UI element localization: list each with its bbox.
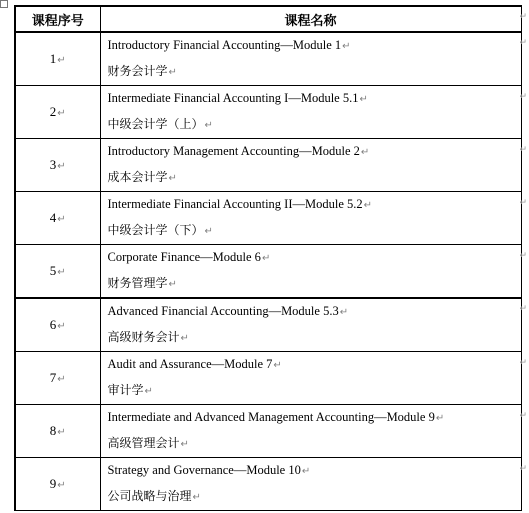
paragraph-mark-icon: ↵	[168, 67, 177, 78]
course-english-name: Strategy and Governance—Module 10	[107, 463, 301, 477]
course-english-name-line	[108, 143, 521, 161]
course-name-cell[interactable]	[100, 245, 521, 299]
course-number: 1	[49, 51, 57, 66]
course-number: 8	[49, 423, 57, 438]
table-row	[15, 405, 521, 458]
paragraph-mark-icon: ↵	[273, 360, 282, 371]
course-chinese-name: 财务管理学	[107, 276, 168, 290]
course-english-name: Intermediate and Advanced Management Accounting—Module 9	[107, 410, 435, 424]
course-number-cell[interactable]	[15, 405, 100, 458]
course-english-name: Corporate Finance—Module 6	[107, 250, 261, 264]
row-end-mark-icon: ↵	[519, 197, 527, 208]
row-end-mark-icon: ↵	[519, 463, 527, 474]
paragraph-mark-icon: ↵	[168, 279, 177, 290]
course-english-name: Introductory Management Accounting—Module 2	[107, 144, 360, 158]
course-number-cell[interactable]	[15, 192, 100, 245]
course-chinese-name-line	[108, 435, 521, 453]
paragraph-mark-icon: ↵	[144, 386, 153, 397]
course-chinese-name: 公司战略与治理	[107, 489, 192, 503]
paragraph-mark-icon: ↵	[57, 480, 66, 491]
course-chinese-name-line	[108, 488, 521, 506]
course-number: 7	[49, 370, 57, 385]
course-number: 6	[49, 317, 57, 332]
row-end-mark-icon: ↵	[519, 38, 527, 48]
paragraph-mark-icon: ↵	[301, 466, 311, 477]
paragraph-mark-icon: ↵	[57, 321, 66, 332]
course-name-cell[interactable]	[100, 32, 521, 86]
paragraph-mark-icon: ↵	[57, 427, 66, 438]
table-row	[15, 298, 521, 352]
course-chinese-name-line	[108, 275, 521, 293]
course-number: 4	[49, 210, 57, 225]
course-chinese-name-line	[108, 63, 521, 81]
table-row	[15, 86, 521, 139]
table-row	[15, 192, 521, 245]
course-chinese-name-line	[108, 116, 521, 134]
course-chinese-name: 高级管理会计	[107, 436, 180, 450]
course-name-cell[interactable]	[100, 298, 521, 352]
course-chinese-name: 高级财务会计	[107, 330, 180, 344]
paragraph-mark-icon: ↵	[57, 267, 66, 278]
paragraph-mark-icon: ↵	[435, 413, 445, 424]
paragraph-mark-icon: ↵	[204, 120, 213, 131]
course-chinese-name: 中级会计学（上）	[107, 117, 204, 131]
paragraph-mark-icon: ↵	[342, 41, 351, 52]
row-end-mark-icon: ↵	[519, 357, 527, 368]
course-number-cell[interactable]	[15, 458, 100, 511]
course-english-name-line	[108, 249, 521, 267]
table-row	[15, 352, 521, 405]
course-chinese-name-line	[108, 222, 521, 240]
course-number-cell[interactable]	[15, 298, 100, 352]
paragraph-mark-icon: ↵	[57, 161, 66, 172]
course-number-cell[interactable]	[15, 32, 100, 86]
course-english-name-line	[108, 303, 521, 321]
course-chinese-name-line	[108, 329, 521, 347]
course-number: 3	[49, 157, 57, 172]
course-name-cell[interactable]	[100, 458, 521, 511]
paragraph-mark-icon: ↵	[359, 94, 368, 105]
course-chinese-name: 中级会计学（下）	[107, 223, 204, 237]
course-number-cell[interactable]	[15, 139, 100, 192]
header-course-name: 课程名称	[100, 6, 521, 32]
paragraph-mark-icon: ↵	[339, 307, 349, 318]
paragraph-mark-icon: ↵	[180, 439, 189, 450]
header-course-number: 课程序号	[15, 6, 100, 32]
course-name-cell[interactable]	[100, 352, 521, 405]
course-chinese-name-line	[108, 382, 521, 400]
course-number: 2	[49, 104, 57, 119]
row-end-mark-icon: ↵	[519, 304, 527, 314]
course-english-name: Intermediate Financial Accounting I—Module 5.1	[107, 91, 359, 105]
course-name-cell[interactable]	[100, 192, 521, 245]
course-english-name-line	[108, 90, 521, 108]
course-english-name: Audit and Assurance—Module 7	[107, 357, 273, 371]
paragraph-mark-icon: ↵	[261, 253, 271, 264]
paragraph-mark-icon: ↵	[57, 55, 66, 66]
course-number: 5	[49, 263, 57, 278]
row-end-mark-icon: ↵	[519, 250, 527, 261]
paragraph-mark-icon: ↵	[192, 492, 201, 503]
table-row	[15, 139, 521, 192]
course-chinese-name: 财务会计学	[107, 64, 168, 78]
row-end-mark-icon: ↵	[519, 144, 527, 155]
course-number-cell[interactable]	[15, 86, 100, 139]
paragraph-mark-icon: ↵	[363, 200, 373, 211]
course-name-cell[interactable]	[100, 139, 521, 192]
table-row	[15, 245, 521, 299]
paragraph-mark-icon: ↵	[204, 226, 213, 237]
paragraph-mark-icon: ↵	[57, 108, 66, 119]
course-name-cell[interactable]	[100, 405, 521, 458]
course-english-name-line	[108, 409, 521, 427]
course-chinese-name: 成本会计学	[107, 170, 168, 184]
course-english-name-line	[108, 356, 521, 374]
course-english-name-line	[108, 196, 521, 214]
paragraph-mark-icon: ↵	[57, 374, 66, 385]
table-header-row	[15, 6, 521, 32]
row-end-mark-icon: ↵	[519, 410, 527, 421]
course-table	[14, 5, 522, 511]
paragraph-mark-icon: ↵	[168, 173, 177, 184]
paragraph-mark-icon: ↵	[57, 214, 66, 225]
course-number-cell[interactable]	[15, 245, 100, 299]
course-number: 9	[49, 476, 57, 491]
course-number-cell[interactable]	[15, 352, 100, 405]
course-chinese-name-line	[108, 169, 521, 187]
paragraph-mark-icon: ↵	[360, 147, 370, 158]
table-row	[15, 458, 521, 511]
course-english-name: Intermediate Financial Accounting II—Module 5.2	[107, 197, 363, 211]
course-english-name: Advanced Financial Accounting—Module 5.3	[107, 304, 339, 318]
row-end-mark-icon: ↵	[519, 12, 527, 22]
paragraph-mark-icon: ↵	[180, 333, 189, 344]
course-english-name-line	[108, 462, 521, 480]
table-row	[15, 32, 521, 86]
course-english-name-line	[108, 37, 521, 55]
row-end-mark-icon: ↵	[519, 91, 527, 102]
course-chinese-name: 审计学	[107, 383, 144, 397]
course-name-cell[interactable]	[100, 86, 521, 139]
table-move-handle[interactable]	[0, 0, 8, 8]
course-english-name: Introductory Financial Accounting—Module 1	[107, 38, 342, 52]
